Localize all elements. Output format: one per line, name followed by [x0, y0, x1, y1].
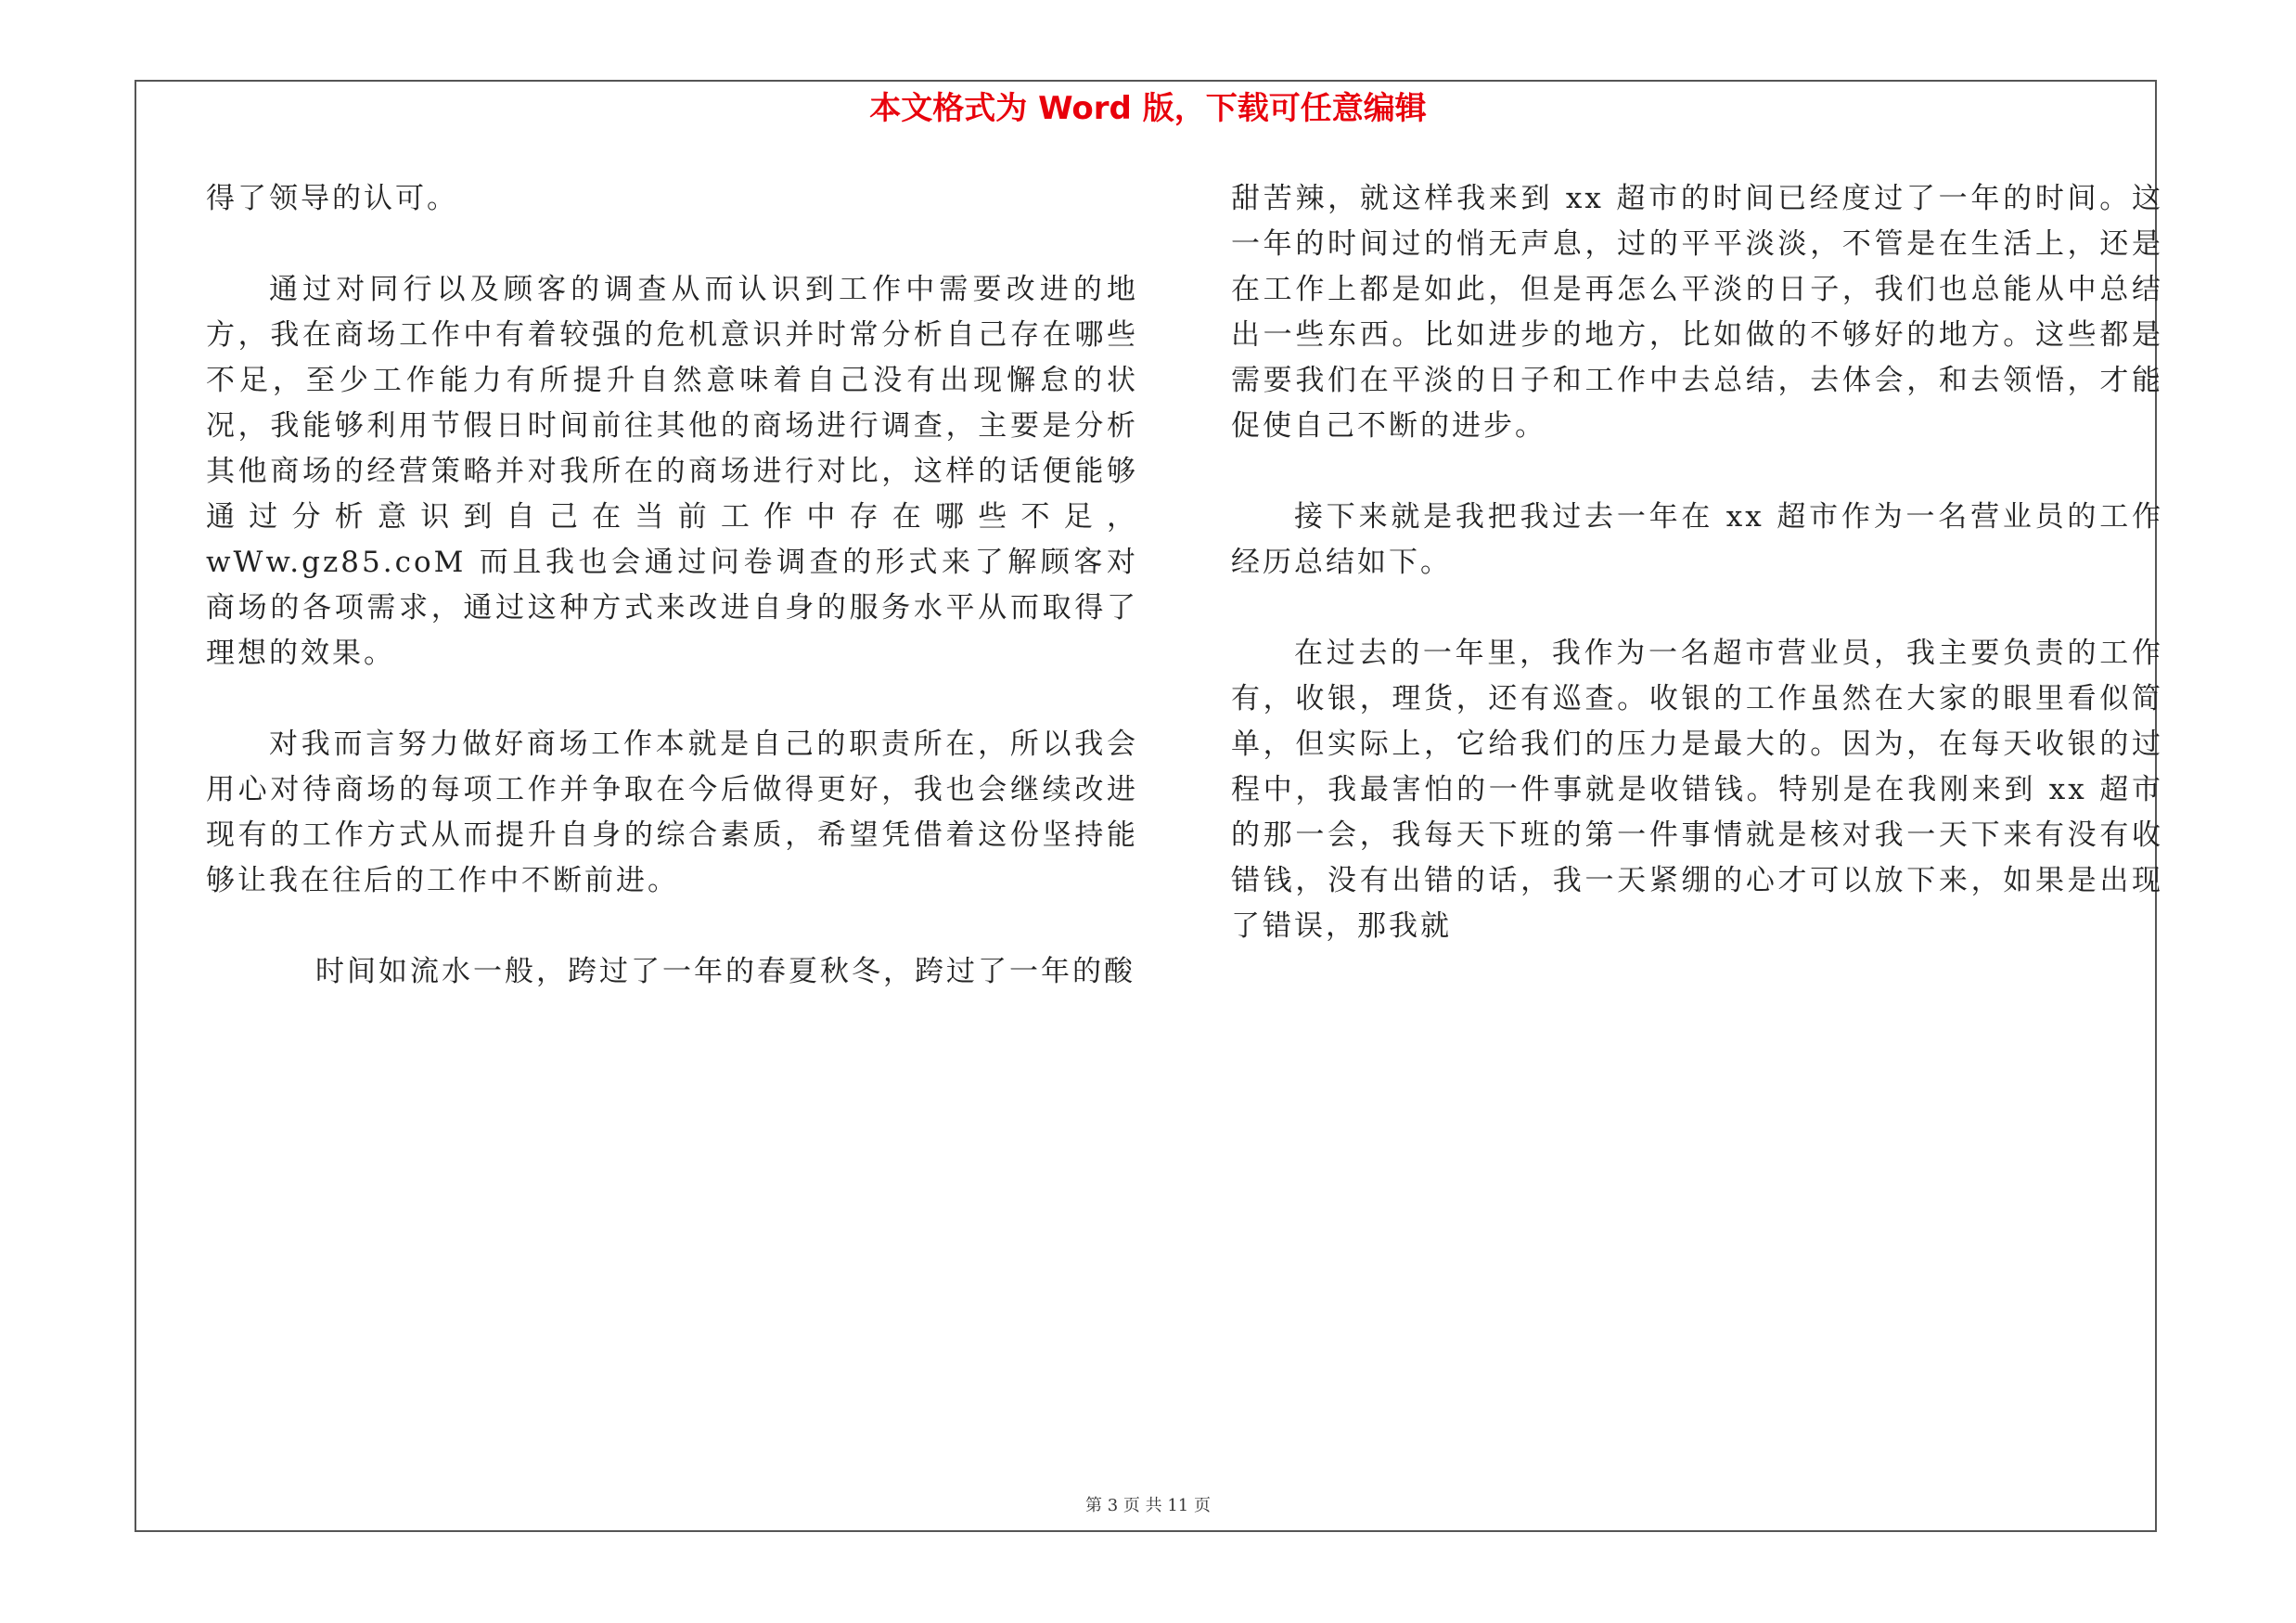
right-paragraph-2: 接下来就是我把我过去一年在 xx 超市作为一名营业员的工作经历总结如下。 [1231, 500, 2163, 579]
left-paragraph-2: 通过对同行以及顾客的调查从而认识到工作中需要改进的地方，我在商场工作中有着较强的危机意识并时常分析自己存在哪些不足，至少工作能力有所提升自然意味着自己没有出现懈怠的状况，我能够利用节假日时间前往其他的商场进行调查，主要是分析其他商场的经营策略并对我所在的商场进行对比，这样的话便能够通过分析意识到自己在当前工作中存在哪些不足，wWw.gz85.coM 而且我也会通过问卷调查的形式来了解顾客对商场的各项需求，通过这种方式来改进自身的服务水平从而取得了理想的效果。 [206, 273, 1138, 670]
left-paragraph-4: 时间如流水一般，跨过了一年的春夏秋冬，跨过了一年的酸 [315, 955, 1135, 988]
right-paragraph-1: 甜苦辣，就这样我来到 xx 超市的时间已经度过了一年的时间。这一年的时间过的悄无声息，过的平平淡淡，不管是在生活上，还是在工作上都是如此，但是再怎么平淡的日子，我们也总能从中总结出一些东西。比如进步的地方，比如做的不够好的地方。这些都是需要我们在平淡的日子和工作中去总结，去体会，和去领悟，才能促使自己不断的进步。 [1231, 182, 2163, 443]
right-column [1231, 176, 2163, 995]
format-banner: 本文格式为 Word 版，下载可任意编辑 [869, 90, 1427, 127]
left-paragraph-3: 对我而言努力做好商场工作本就是自己的职责所在，所以我会用心对待商场的每项工作并争取在今后做得更好，我也会继续改进现有的工作方式从而提升自身的综合素质，希望凭借着这份坚持能够让我在往后的工作中不断前进。 [206, 728, 1138, 897]
right-paragraph-3: 在过去的一年里，我作为一名超市营业员，我主要负责的工作有，收银，理货，还有巡查。收银的工作虽然在大家的眼里看似简单，但实际上，它给我们的压力是最大的。因为，在每天收银的过程中，我最害怕的一件事就是收错钱。特别是在我刚来到 xx 超市的那一会，我每天下班的第一件事情就是核对我一天下来有没有收错钱，没有出错的话，我一天紧绷的心才可以放下来，如果是出现了错误，那我就 [1231, 637, 2163, 943]
left-paragraph-1: 得了领导的认可。 [206, 182, 458, 215]
left-column [206, 176, 1138, 1040]
page-indicator: 第 3 页 共 11 页 [1085, 1496, 1211, 1515]
